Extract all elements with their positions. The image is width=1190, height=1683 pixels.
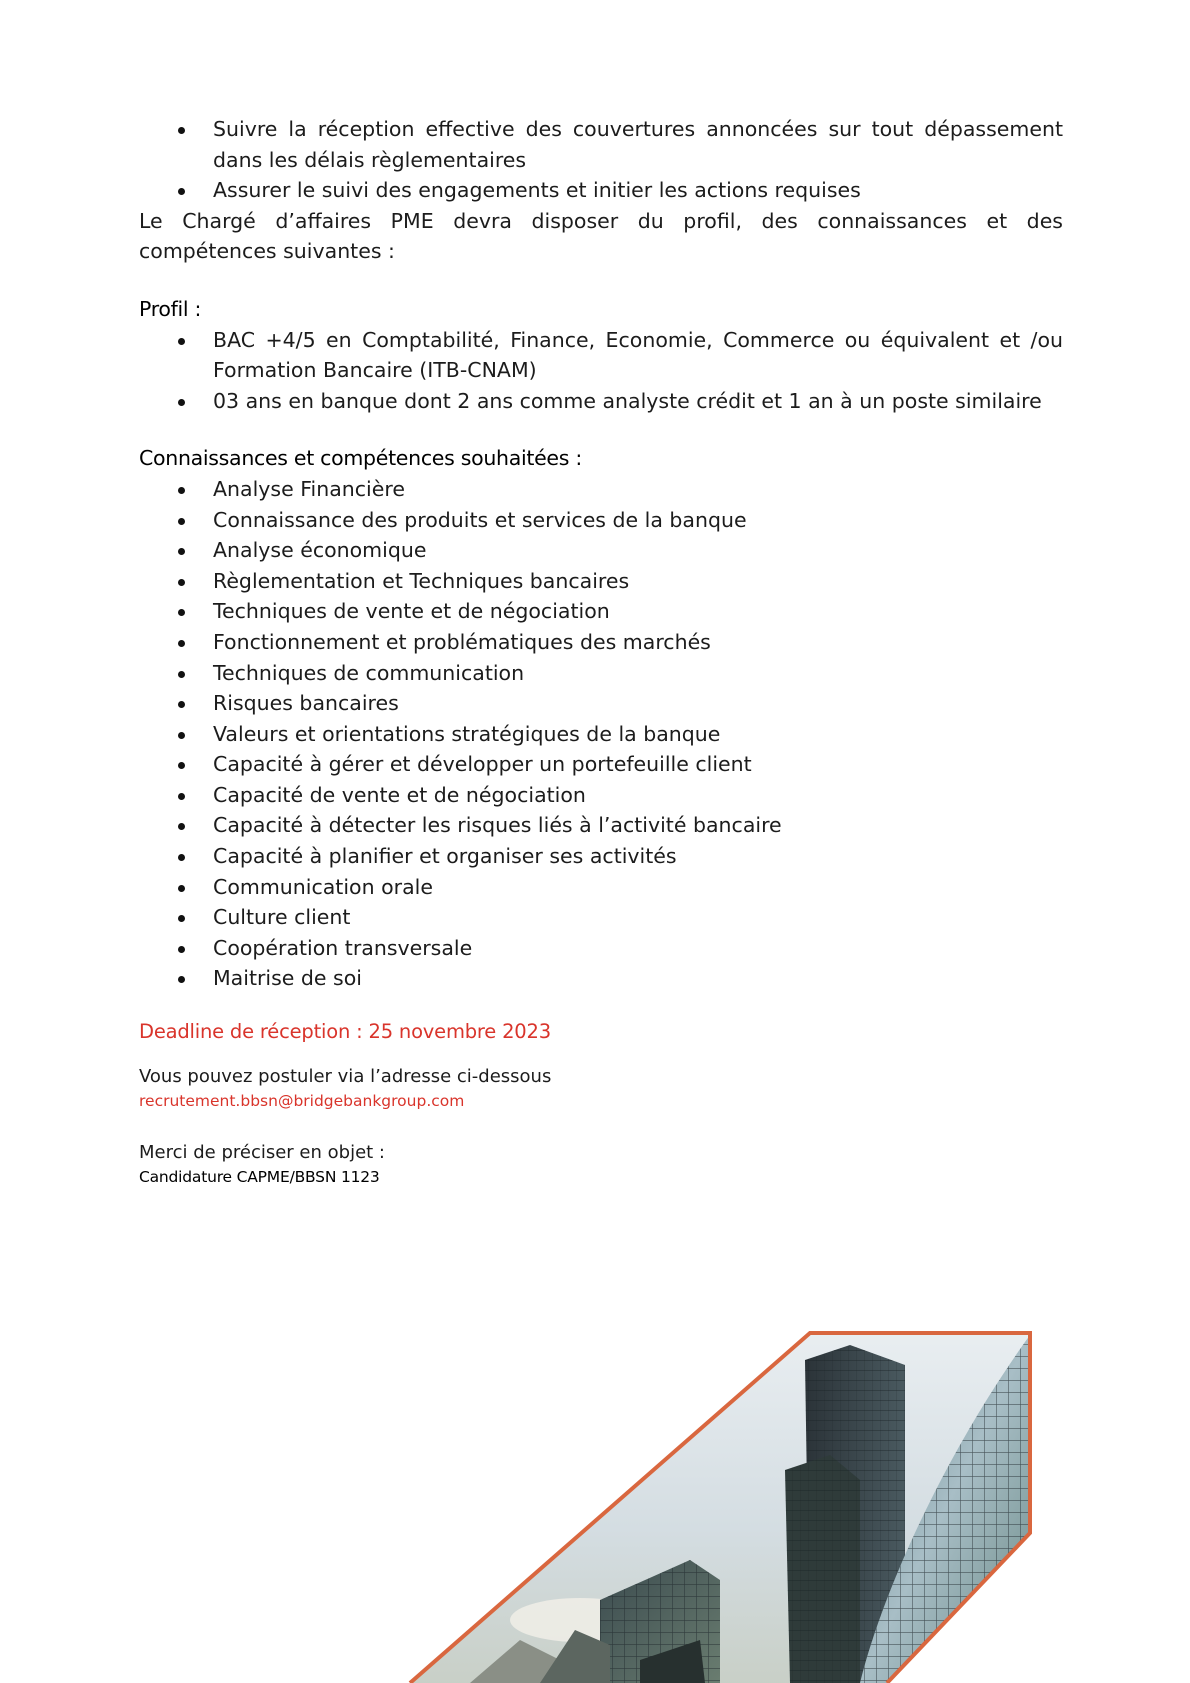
list-item: Maitrise de soi bbox=[139, 963, 1063, 994]
list-item: Capacité à planifier et organiser ses activités bbox=[139, 841, 1063, 872]
list-item: Analyse Financière bbox=[139, 474, 1063, 505]
list-item: 03 ans en banque dont 2 ans comme analyste crédit et 1 an à un poste similaire bbox=[139, 386, 1063, 417]
list-item: Fonctionnement et problématiques des marchés bbox=[139, 627, 1063, 658]
email-link[interactable]: recrutement.bbsn@bridgebankgroup.com bbox=[139, 1092, 465, 1111]
competences-heading: Connaissances et compétences souhaitées : bbox=[139, 446, 582, 471]
apply-instruction: Vous pouvez postuler via l’adresse ci-dessous bbox=[139, 1066, 552, 1088]
list-item: Techniques de communication bbox=[139, 658, 1063, 689]
list-item: Suivre la réception effective des couvertures annoncées sur tout dépassement dans les délais règlementaires bbox=[139, 114, 1063, 175]
list-item: Règlementation et Techniques bancaires bbox=[139, 566, 1063, 597]
list-item: Communication orale bbox=[139, 872, 1063, 903]
list-item: Culture client bbox=[139, 902, 1063, 933]
list-item: Capacité à détecter les risques liés à l’activité bancaire bbox=[139, 810, 1063, 841]
list-item: Analyse économique bbox=[139, 535, 1063, 566]
subject-value: Candidature CAPME/BBSN 1123 bbox=[139, 1168, 380, 1187]
list-item: Techniques de vente et de négociation bbox=[139, 596, 1063, 627]
list-item: Assurer le suivi des engagements et initier les actions requises bbox=[139, 175, 1063, 206]
list-item: Connaissance des produits et services de la banque bbox=[139, 505, 1063, 536]
list-item: Capacité de vente et de négociation bbox=[139, 780, 1063, 811]
list-item: Valeurs et orientations stratégiques de la banque bbox=[139, 719, 1063, 750]
list-item: Risques bancaires bbox=[139, 688, 1063, 719]
list-item: Coopération transversale bbox=[139, 933, 1063, 964]
intro-paragraph: Le Chargé d’affaires PME devra disposer du profil, des connaissances et des compétences suivantes : bbox=[139, 208, 1063, 264]
list-item: Capacité à gérer et développer un portefeuille client bbox=[139, 749, 1063, 780]
deadline-text: Deadline de réception : 25 novembre 2023 bbox=[139, 1020, 551, 1044]
list-item: BAC +4/5 en Comptabilité, Finance, Economie, Commerce ou équivalent et /ou Formation Bancaire (ITB-CNAM) bbox=[139, 325, 1063, 386]
profil-heading: Profil : bbox=[139, 296, 202, 321]
subject-label: Merci de préciser en objet : bbox=[139, 1142, 385, 1164]
